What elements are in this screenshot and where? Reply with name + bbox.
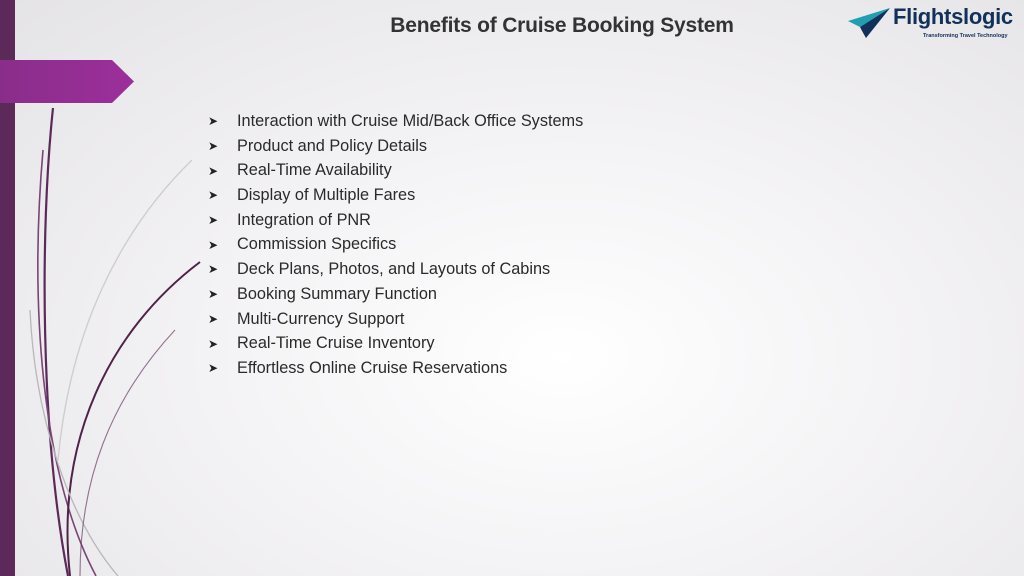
arrow-bullet-icon: ➤ [208,114,219,129]
paper-plane-icon [848,6,890,40]
list-item [208,356,583,381]
list-item [208,134,583,159]
list-item [208,307,583,332]
arrow-bullet-icon: ➤ [208,139,219,154]
arrow-bullet-icon: ➤ [208,311,219,326]
arrow-bullet-icon: ➤ [208,336,219,351]
arrow-bullet-icon: ➤ [208,287,219,302]
list-item-text: Multi-Currency Support [237,309,405,328]
accent-tab [0,60,134,103]
arrow-bullet-icon: ➤ [208,163,219,178]
list-item [208,232,583,257]
logo-name: Flightslogic [893,4,1013,29]
flightslogic-logo [848,4,1020,44]
list-item-text: Booking Summary Function [237,284,437,303]
slide-title: Benefits of Cruise Booking System [390,14,734,37]
arrow-bullet-icon: ➤ [208,188,219,203]
list-item [208,257,583,282]
list-item [208,208,583,233]
list-item-text: Deck Plans, Photos, and Layouts of Cabins [237,260,551,279]
list-item [208,183,583,208]
arrow-bullet-icon: ➤ [208,213,219,228]
list-item [208,331,583,356]
list-item-text: Interaction with Cruise Mid/Back Office Systems [237,112,584,130]
list-item [208,158,583,183]
list-item-text: Real-Time Cruise Inventory [237,334,435,353]
arrow-bullet-icon: ➤ [208,361,219,376]
logo-tagline: Transforming Travel Technology [923,33,1008,39]
list-item [208,282,583,307]
list-item-text: Display of Multiple Fares [237,186,416,205]
list-item-text: Commission Specifics [237,235,397,254]
list-item-text: Integration of PNR [237,210,371,229]
arrow-bullet-icon: ➤ [208,262,219,277]
list-item-text: Real-Time Availability [237,161,392,180]
list-item [208,109,583,134]
list-item-text: Effortless Online Cruise Reservations [237,358,508,377]
list-item-text: Product and Policy Details [237,136,428,155]
arrow-bullet-icon: ➤ [208,237,219,252]
benefits-list [208,109,583,381]
